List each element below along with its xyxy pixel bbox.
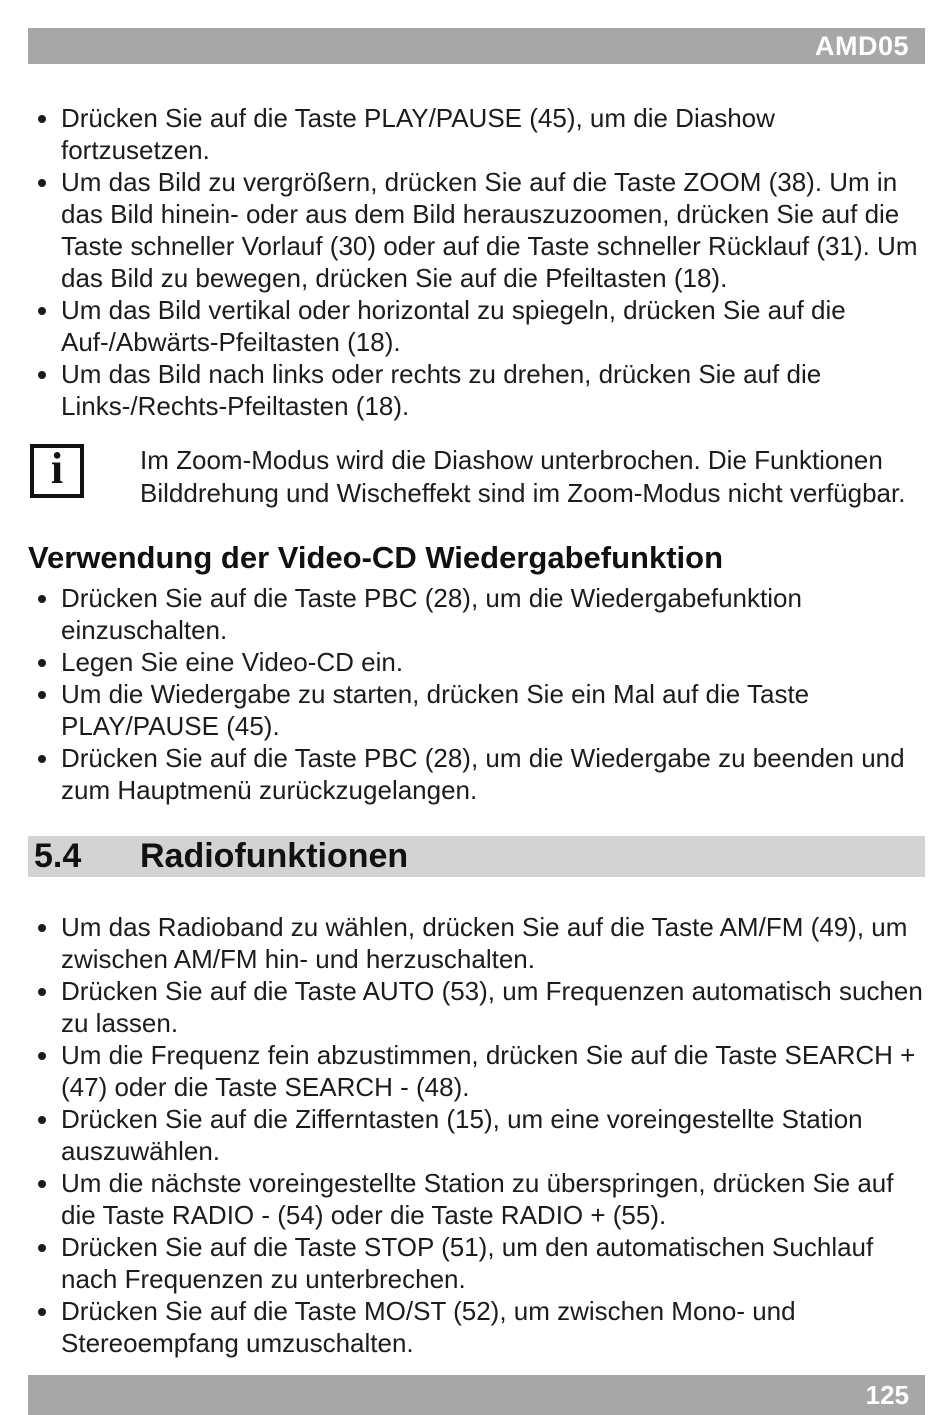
list-item: • Um das Bild nach links oder rechts zu drehen, drücken Sie auf die Links-/Rechts-Pfeiltasten (18). bbox=[61, 358, 925, 422]
list-item: • Drücken Sie auf die Taste STOP (51), um den automatischen Suchlauf nach Frequenzen zu unterbrechen. bbox=[61, 1231, 925, 1295]
list-item: • Um die Wiedergabe zu starten, drücken Sie ein Mal auf die Taste PLAY/PAUSE (45). bbox=[61, 678, 925, 742]
list-item: • Legen Sie eine Video-CD ein. bbox=[61, 646, 925, 678]
slideshow-bullet-list bbox=[28, 102, 925, 422]
video-cd-heading: Verwendung der Video-CD Wiedergabefunktion bbox=[28, 540, 724, 575]
video-cd-bullet-list bbox=[28, 582, 925, 806]
list-item: • Um das Bild vertikal oder horizontal zu spiegeln, drücken Sie auf die Auf-/Abwärts-Pfeiltasten (18). bbox=[61, 294, 925, 358]
section-header-radiofunktionen bbox=[28, 836, 925, 877]
list-item: • Um die nächste voreingestellte Station zu überspringen, drücken Sie auf die Taste RADIO - (54) oder die Taste RADIO + (55). bbox=[61, 1167, 925, 1231]
radio-bullet-list bbox=[28, 911, 925, 1359]
page-footer-bar bbox=[28, 1375, 925, 1415]
page-header-bar bbox=[28, 28, 925, 64]
list-item: • Um das Bild zu vergrößern, drücken Sie auf die Taste ZOOM (38). Um in das Bild hinein- oder aus dem Bild herauszuzoomen, drücken Sie auf die Taste schneller Vorlauf (30) oder auf die Taste schneller Rücklauf (31). Um das Bild zu bewegen, drücken Sie auf die Pfeiltasten (18). bbox=[61, 166, 925, 294]
list-item: • Drücken Sie auf die Taste PBC (28), um die Wiedergabefunktion einzuschalten. bbox=[61, 582, 925, 646]
model-label: AMD05 bbox=[814, 30, 909, 61]
page-content bbox=[28, 92, 925, 1359]
page-number: 125 bbox=[865, 1379, 909, 1410]
list-item: • Drücken Sie auf die Taste PBC (28), um die Wiedergabe zu beenden und zum Hauptmenü zurückzugelangen. bbox=[61, 742, 925, 806]
info-icon bbox=[30, 444, 84, 498]
info-icon-glyph: i bbox=[50, 444, 64, 493]
list-item: • Drücken Sie auf die Taste AUTO (53), um Frequenzen automatisch suchen zu lassen. bbox=[61, 975, 925, 1039]
list-item: • Drücken Sie auf die Zifferntasten (15), um eine voreingestellte Station auszuwählen. bbox=[61, 1103, 925, 1167]
list-item: • Um das Radioband zu wählen, drücken Sie auf die Taste AM/FM (49), um zwischen AM/FM hin- und herzuschalten. bbox=[61, 911, 925, 975]
list-item: • Um die Frequenz fein abzustimmen, drücken Sie auf die Taste SEARCH + (47) oder die Taste SEARCH - (48). bbox=[61, 1039, 925, 1103]
section-title: Radiofunktionen bbox=[140, 837, 409, 875]
list-item: • Drücken Sie auf die Taste MO/ST (52), um zwischen Mono- und Stereoempfang umzuschalten. bbox=[61, 1295, 925, 1359]
section-number: 5.4 bbox=[34, 837, 82, 875]
info-note bbox=[28, 444, 925, 510]
list-item: • Drücken Sie auf die Taste PLAY/PAUSE (45), um die Diashow fortzusetzen. bbox=[61, 102, 925, 166]
info-note-text: Im Zoom-Modus wird die Diashow unterbrochen. Die Funktionen Bilddrehung und Wischeffekt sind im Zoom-Modus nicht verfügbar. bbox=[140, 445, 906, 508]
